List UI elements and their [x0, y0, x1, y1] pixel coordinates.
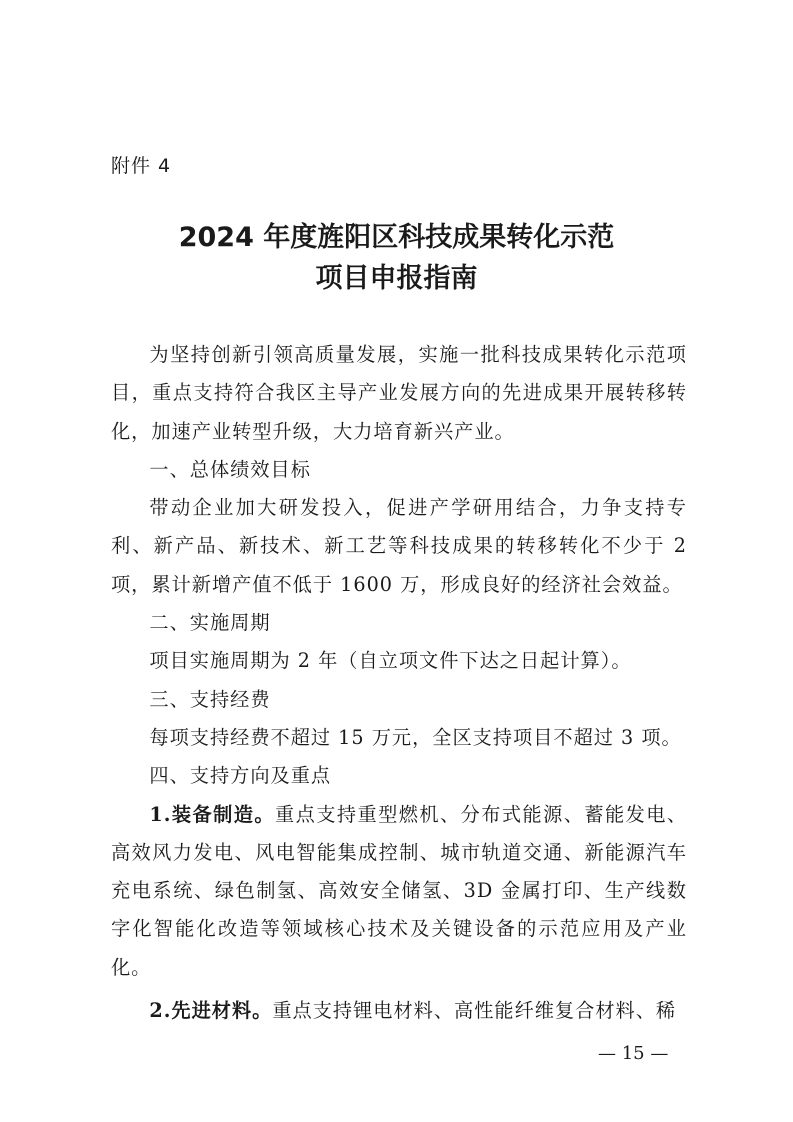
section-heading-period: 二、实施周期	[149, 611, 271, 635]
document-title-line-1: 2024 年度旌阳区科技成果转化示范	[178, 222, 615, 253]
direction-item-materials	[111, 992, 687, 1030]
direction-item-lead: 2.先进材料。	[149, 999, 273, 1023]
section-body-funding: 每项支持经费不超过 15 万元，全区支持项目不超过 3 项。	[149, 725, 682, 749]
direction-item-equipment	[111, 796, 687, 987]
section-heading-directions: 四、支持方向及重点	[149, 764, 332, 788]
direction-item-lead: 1.装备制造。	[149, 802, 275, 826]
document-body	[111, 336, 687, 1030]
direction-item-text: 重点支持重型燃机、分布式能源、蓄能发电、高效风力发电、风电智能集成控制、城市轨道交通、新能源汽车充电系统、绿色制氢、高效安全储氢、3D 金属打印、生产线数字化智能化改造等领域核心技术及关键设备的示范应用及产业化。	[111, 802, 688, 979]
section-body-goals: 带动企业加大研发投入，促进产学研用结合，力争支持专利、新产品、新技术、新工艺等科技成果的转移转化不少于 2 项，累计新增产值不低于 1600 万，形成良好的经济社会效益。	[111, 496, 687, 596]
section-body-period: 项目实施周期为 2 年（自立项文件下达之日起计算）。	[149, 649, 632, 673]
document-title-line-2: 项目申报指南	[315, 263, 478, 294]
direction-item-text: 重点支持锂电材料、高性能纤维复合材料、稀	[272, 999, 677, 1023]
section-heading-funding: 三、支持经费	[149, 687, 271, 711]
intro-paragraph: 为坚持创新引领高质量发展，实施一批科技成果转化示范项目，重点支持符合我区主导产业发展方向的先进成果开展转移转化，加速产业转型升级，大力培育新兴产业。	[111, 343, 687, 443]
section-heading-goals: 一、总体绩效目标	[149, 457, 311, 481]
attachment-label: 附件 4	[111, 155, 172, 177]
page-number: — 15 —	[598, 1043, 669, 1064]
